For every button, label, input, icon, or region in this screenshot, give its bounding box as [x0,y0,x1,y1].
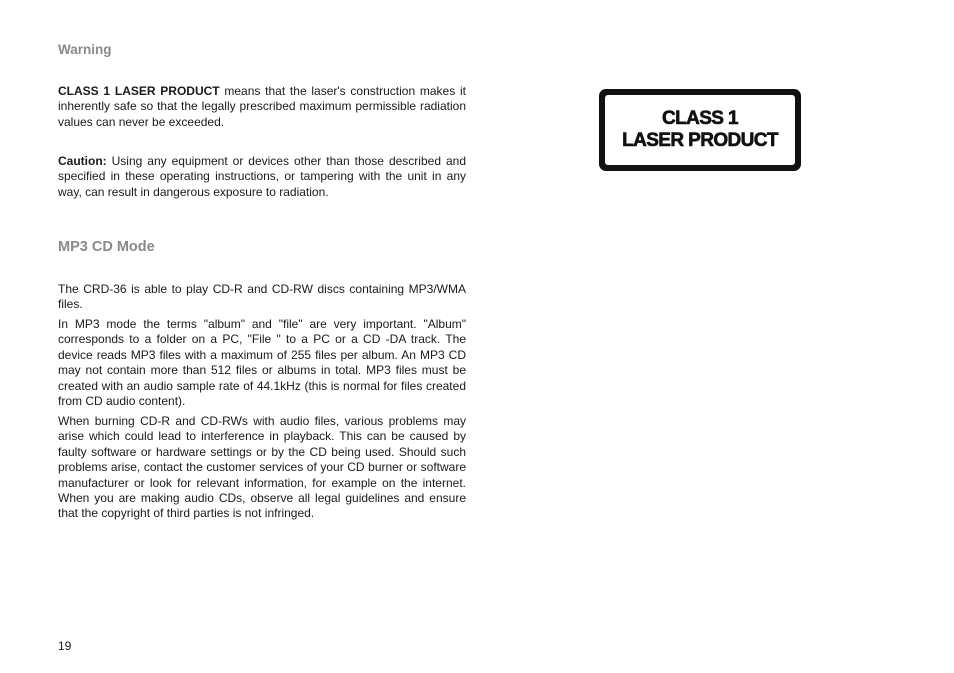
caution-paragraph [58,154,466,200]
laser-label-inner [605,95,795,165]
mp3-cd-mode-heading: MP3 CD Mode [58,239,155,255]
mp3-paragraph-burning: When burning CD-R and CD-RWs with audio files, various problems may arise which could lead to interference in playback. This can be caused by faulty software or hardware settings or by the CD being used. Should such problems arise, contact the customer services of your CD burner or software manufacturer or look for relevant information, for example on the internet. When you are making audio CDs, observe all legal guidelines and ensure that the copyright of third parties is not infringed. [58,414,466,521]
laser-product-paragraph [58,84,466,130]
caution-text: Using any equipment or devices other than those described and specified in these operating instructions, or tampering with the unit in any way, can result in dangerous exposure to radiation. [58,154,466,199]
laser-product-text: means that the laser's construction makes it inherently safe so that the legally prescribed maximum permissible radiation values can never be exceeded. [58,84,466,129]
laser-product-bold: CLASS 1 LASER PRODUCT [58,84,220,98]
laser-label-line-1: CLASS 1 [661,108,739,129]
caution-bold: Caution: [58,154,107,168]
mp3-paragraph-terms: In MP3 mode the terms "album" and "file" are very important. "Album" corresponds to a folder on a PC, "File " to a PC or a CD -DA track. The device reads MP3 files with a maximum of 255 files per album. An MP3 CD may not contain more than 512 files or albums in total. MP3 files must be created with an audio sample rate of 44.1kHz (this is normal for files created from CD audio content). [58,317,466,409]
warning-heading: Warning [58,42,112,57]
mp3-paragraph-crd36: The CRD-36 is able to play CD-R and CD-RW discs containing MP3/WMA files. [58,282,466,312]
laser-label-line-2: LASER PRODUCT [622,130,778,151]
class-1-laser-label [599,89,801,171]
page-number: 19 [58,639,72,653]
